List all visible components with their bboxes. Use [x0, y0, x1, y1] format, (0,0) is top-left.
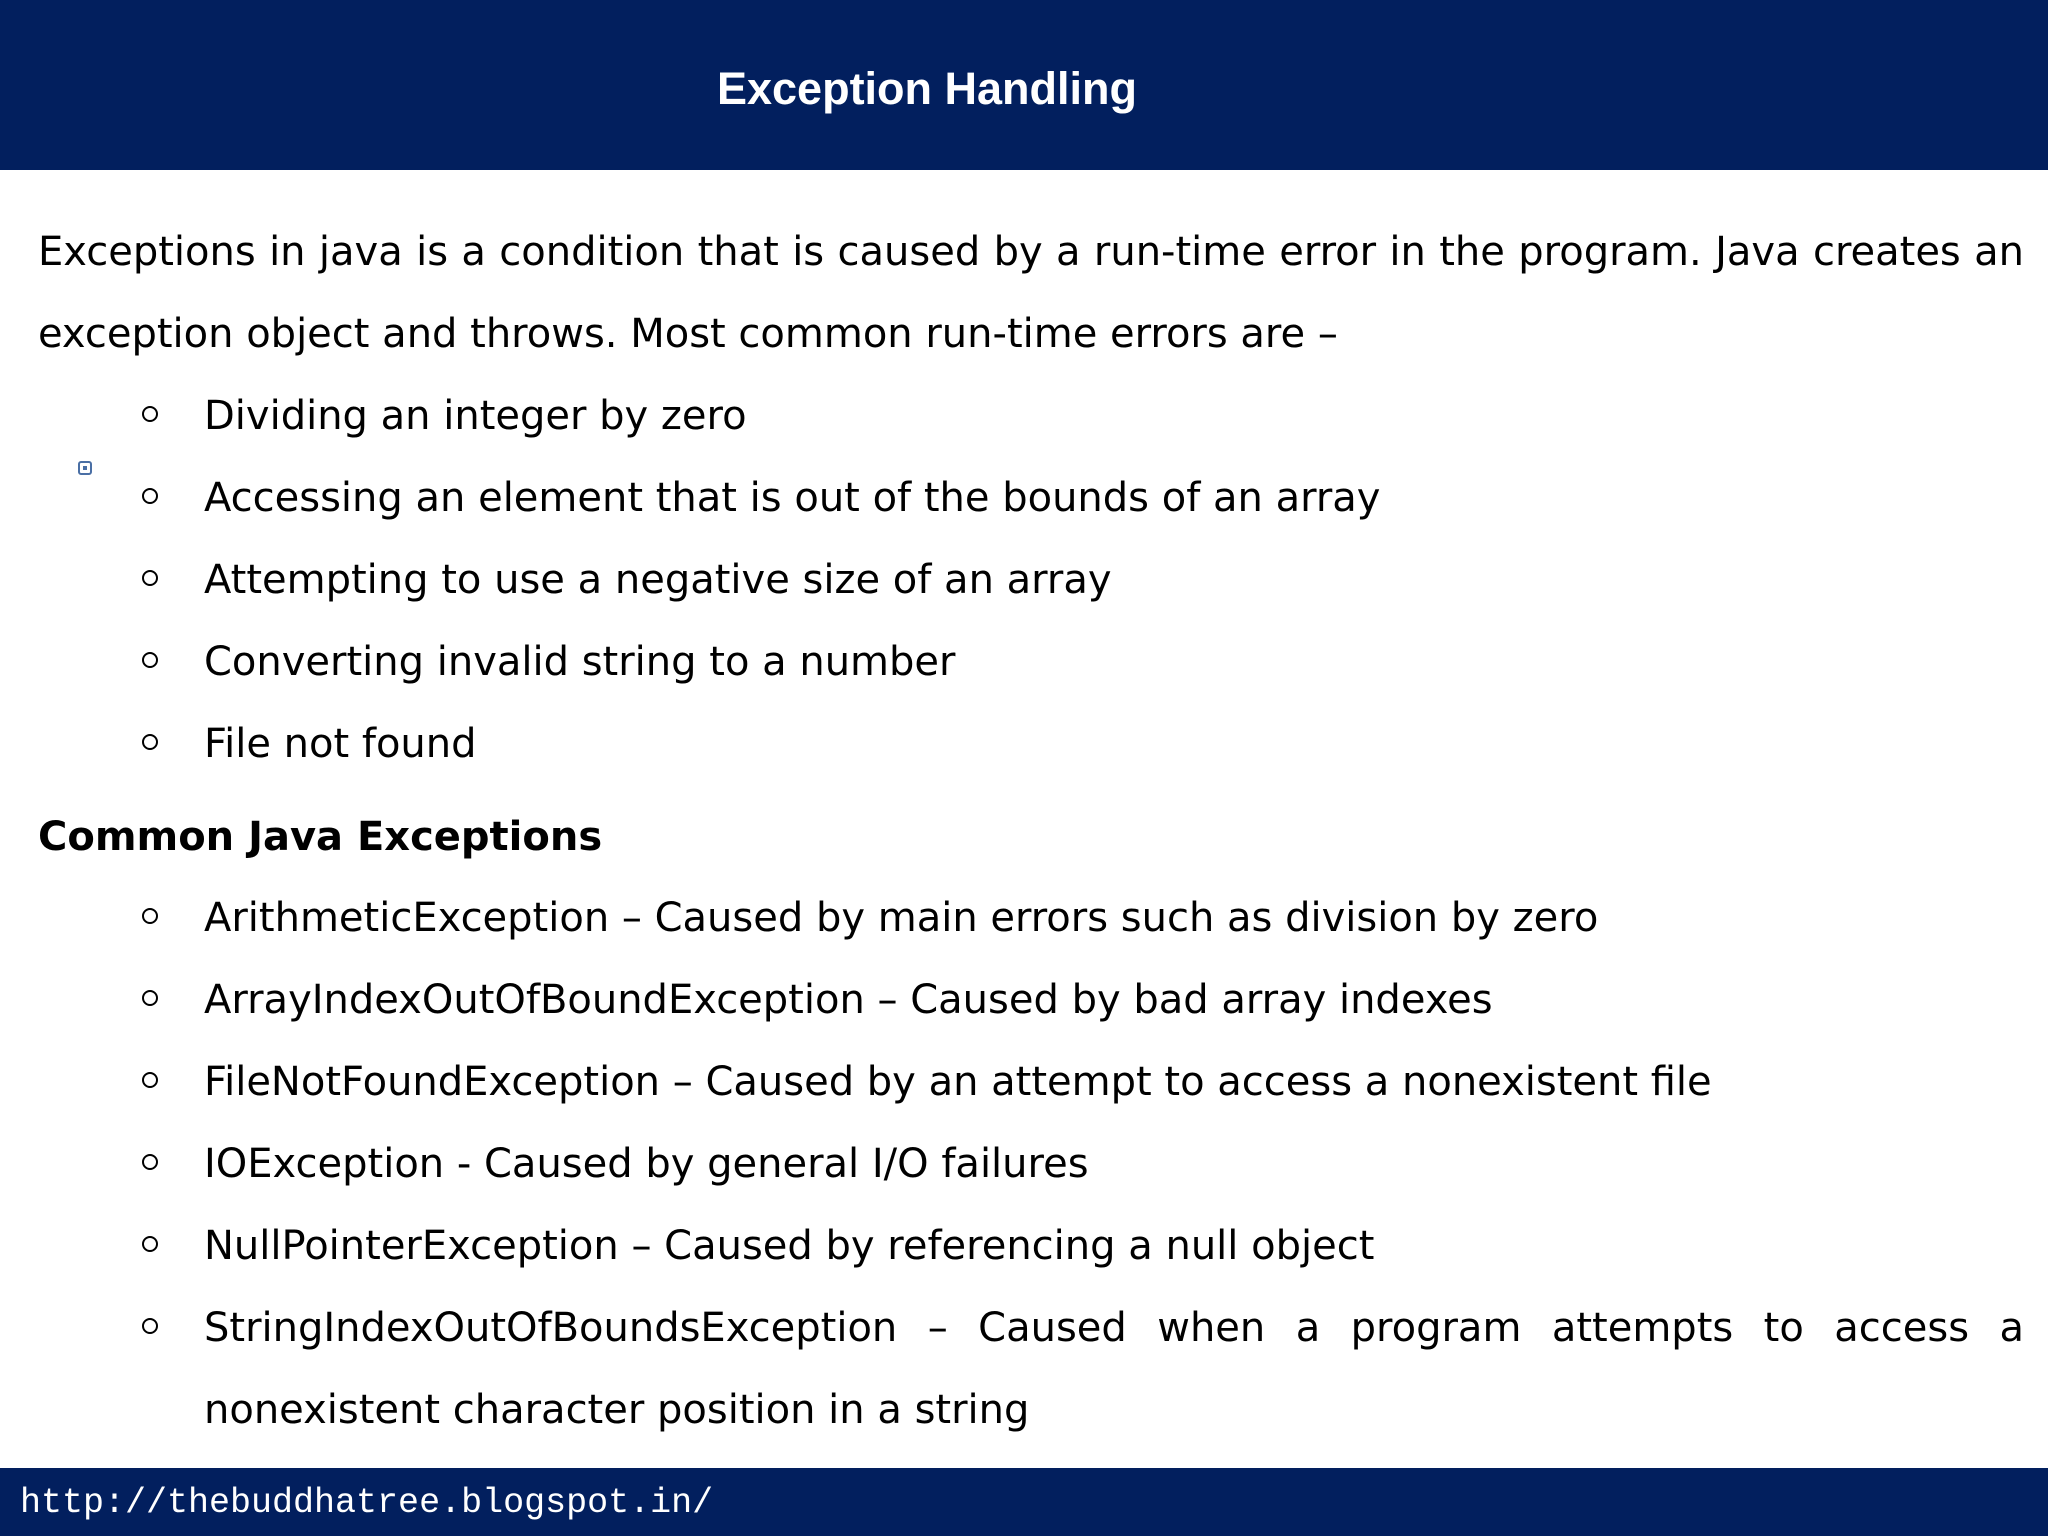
list-item — [38, 621, 2024, 703]
list-item — [38, 877, 2024, 959]
runtime-errors-list — [38, 375, 2024, 785]
exceptions-list — [38, 877, 2024, 1451]
list-item — [38, 375, 2024, 457]
bullet-circle-icon — [142, 1072, 158, 1088]
list-item — [38, 703, 2024, 785]
bullet-circle-icon — [142, 406, 158, 422]
list-item — [38, 539, 2024, 621]
bullet-circle-icon — [142, 908, 158, 924]
list-item-text: NullPointerException – Caused by referencing a null object — [204, 1223, 1375, 1269]
bullet-circle-icon — [142, 990, 158, 1006]
list-item — [38, 959, 2024, 1041]
list-item-text: Attempting to use a negative size of an array — [204, 557, 1112, 603]
list-item-text: Converting invalid string to a number — [204, 639, 956, 685]
section-heading: Common Java Exceptions — [38, 814, 603, 860]
bullet-circle-icon — [142, 734, 158, 750]
list-item — [38, 1123, 2024, 1205]
footer-url-link[interactable]: http://thebuddhatree.blogspot.in/ — [20, 1483, 714, 1523]
list-item — [38, 457, 2024, 539]
list-item — [38, 1041, 2024, 1123]
bullet-circle-icon — [142, 652, 158, 668]
bullet-circle-icon — [142, 570, 158, 586]
list-item-text: StringIndexOutOfBoundsException – Caused when a program attempts to access a nonexistent character position in a string — [204, 1305, 2024, 1433]
list-item-text: IOException - Caused by general I/O failures — [204, 1141, 1089, 1187]
list-item-text: Accessing an element that is out of the bounds of an array — [204, 475, 1381, 521]
intro-paragraph: Exceptions in java is a condition that is caused by a run-time error in the program. Java creates an exception object and throws. Most common run-time errors are – — [38, 229, 2024, 357]
slide-body — [38, 211, 2024, 1451]
list-item-text: ArrayIndexOutOfBoundException – Caused by bad array indexes — [204, 977, 1493, 1023]
list-item — [38, 1287, 2024, 1451]
slide-title: Exception Handling — [716, 63, 1138, 114]
bullet-circle-icon — [142, 1236, 158, 1252]
bullet-circle-icon — [142, 488, 158, 504]
title-banner — [0, 0, 2048, 170]
bullet-circle-icon — [142, 1318, 158, 1334]
list-item-text: ArithmeticException – Caused by main errors such as division by zero — [204, 895, 1599, 941]
footer-banner — [0, 1468, 2048, 1536]
bullet-circle-icon — [142, 1154, 158, 1170]
list-item-text: File not found — [204, 721, 477, 767]
list-item-text: FileNotFoundException – Caused by an attempt to access a nonexistent file — [204, 1059, 1712, 1105]
list-item — [38, 1205, 2024, 1287]
list-item-text: Dividing an integer by zero — [204, 393, 747, 439]
